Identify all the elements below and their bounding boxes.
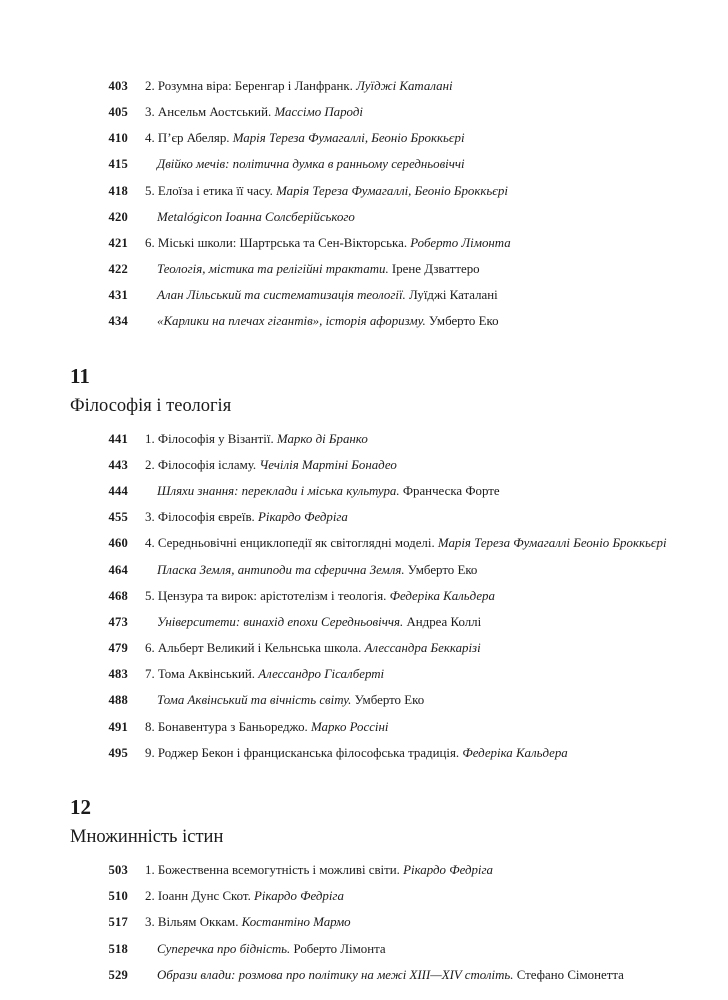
toc-entry-title bbox=[128, 130, 668, 147]
toc-entry-author: Марія Тереза Фумагаллі Беоніо Броккьєрі bbox=[437, 536, 667, 551]
toc-entry[interactable] bbox=[70, 562, 668, 579]
toc-entry-page-number: 468 bbox=[108, 588, 128, 603]
toc-entry-label: 1. Божественна всемогутність і можливі світи. bbox=[145, 863, 404, 878]
toc-entry-title bbox=[128, 640, 668, 657]
toc-entry-author: Теологія, містика та релігійні трактати. bbox=[157, 262, 392, 277]
toc-entry[interactable] bbox=[70, 313, 668, 330]
toc-entry[interactable] bbox=[70, 719, 668, 736]
toc-entry-author: Двійко мечів: політична думка в ранньому середньовіччі bbox=[157, 157, 465, 172]
toc-entry-page-number: 415 bbox=[108, 157, 128, 172]
toc-entry-page-number: 488 bbox=[108, 693, 128, 708]
toc-entry-label: Андреа Коллі bbox=[406, 614, 482, 629]
toc-entry[interactable] bbox=[70, 941, 668, 958]
toc-entry[interactable] bbox=[70, 457, 668, 474]
toc-entry-page-number: 473 bbox=[108, 614, 128, 629]
toc-entry-author: Суперечка про бідність. bbox=[157, 941, 294, 956]
toc-entry-title bbox=[128, 862, 668, 879]
toc-entry-author: Пласка Земля, антиподи та сферична Земля. bbox=[157, 562, 408, 577]
toc-entry-title bbox=[128, 588, 668, 605]
toc-entry-group bbox=[70, 78, 668, 331]
toc-entry-page-number: 529 bbox=[108, 967, 128, 982]
toc-entry-label: 2. Розумна віра: Беренгар і Ланфранк. bbox=[145, 79, 357, 93]
toc-entry-title bbox=[128, 313, 668, 330]
toc-entry-page-number: 460 bbox=[108, 536, 128, 551]
toc-entry-label: 3. Філософія євреїв. bbox=[145, 510, 259, 525]
toc-entry[interactable] bbox=[70, 104, 668, 121]
toc-entry-label: 5. Елоїза і етика її часу. bbox=[145, 183, 277, 198]
toc-entry[interactable] bbox=[70, 666, 668, 683]
toc-entry-page-number: 495 bbox=[108, 745, 128, 760]
toc-entry-page-number: 503 bbox=[108, 863, 128, 878]
toc-entry-title bbox=[128, 614, 668, 631]
toc-entry-author: Університети: винахід епохи Середньовіччя. bbox=[157, 614, 407, 629]
toc-entry[interactable] bbox=[70, 156, 668, 173]
toc-entry-author: Чечілія Мартіні Бонадео bbox=[259, 458, 397, 472]
toc-entry-title bbox=[128, 535, 668, 552]
toc-entry-title bbox=[128, 183, 668, 200]
toc-entry-label: 6. Альберт Великий і Кельнська школа. bbox=[145, 641, 365, 656]
toc-entry[interactable] bbox=[70, 588, 668, 605]
toc-entry-title bbox=[128, 562, 668, 579]
toc-section-title: Філософія і теологія bbox=[70, 395, 232, 416]
toc-entry-title bbox=[128, 431, 668, 448]
toc-entry-title bbox=[128, 719, 668, 736]
toc-section-number: 11 bbox=[70, 363, 90, 388]
toc-entry-label: Умберто Еко bbox=[354, 693, 425, 708]
toc-entry-page-number: 464 bbox=[108, 562, 128, 577]
toc-entry-label: 2. Іоанн Дунс Скот. bbox=[145, 889, 255, 904]
toc-entry-label: 4. Середньовічні енциклопедії як світоглядні моделі. bbox=[145, 536, 438, 551]
toc-entry-label: Роберто Лімонта bbox=[293, 941, 386, 956]
toc-entry-title bbox=[128, 235, 668, 252]
toc-entry-author: Алессандра Беккарізі bbox=[364, 641, 481, 656]
toc-entry[interactable] bbox=[70, 967, 668, 984]
toc-entry-title bbox=[128, 692, 668, 709]
toc-entry-author: Марко ді Бранко bbox=[276, 431, 368, 446]
toc-entry-label: 4. П’єр Абеляр. bbox=[145, 131, 233, 146]
toc-entry-label: Луїджі Каталані bbox=[408, 288, 498, 303]
toc-entry-label: Ірене Дзваттеро bbox=[391, 262, 480, 277]
toc-entry-page-number: 444 bbox=[108, 484, 128, 499]
toc-entry-label: Умберто Еко bbox=[407, 562, 478, 577]
toc-entry[interactable] bbox=[70, 640, 668, 657]
toc-entry-author: «Карлики на плечах гігантів», історія афоризму. bbox=[157, 314, 429, 329]
toc-section bbox=[70, 796, 668, 848]
toc-entry-page-number: 422 bbox=[108, 262, 128, 277]
toc-entry-author: Образи влади: розмова про політику на межі XIII—XIV століть. bbox=[157, 967, 517, 982]
toc-entry-label: 9. Роджер Бекон і францисканська філософська традиція. bbox=[145, 745, 463, 760]
toc-entry-title bbox=[128, 209, 668, 226]
toc-entry-author: Metalógicon Іоанна Солсберійського bbox=[157, 209, 355, 224]
toc-section bbox=[70, 365, 668, 417]
toc-entry[interactable] bbox=[70, 287, 668, 304]
toc-entry-author: Марія Тереза Фумагаллі, Беоніо Броккьєрі bbox=[276, 183, 508, 198]
toc-entry-title bbox=[128, 457, 668, 474]
toc-entry-author: Рікардо Федріга bbox=[258, 510, 348, 525]
toc-entry-page-number: 410 bbox=[108, 131, 128, 146]
toc-entry-author: Марія Тереза Фумагаллі, Беоніо Броккьєрі bbox=[232, 131, 465, 146]
toc-entry-page-number: 491 bbox=[108, 719, 128, 734]
toc-entry-label: Стефано Сімонетта bbox=[516, 967, 624, 982]
toc-entry-author: Массімо Пароді bbox=[274, 105, 363, 120]
toc-entry-author: Луїджі Каталані bbox=[356, 79, 453, 93]
toc-entry[interactable] bbox=[70, 745, 668, 762]
toc-entry-author: Алессандро Гісалберті bbox=[258, 667, 385, 682]
toc-entry-title bbox=[128, 666, 668, 683]
toc-entry-label: 8. Бонавентура з Баньореджо. bbox=[145, 719, 311, 734]
toc-entry-title bbox=[128, 156, 668, 173]
toc-section-number: 12 bbox=[70, 794, 91, 819]
toc-entry-title bbox=[128, 888, 668, 905]
toc-entry-label: 6. Міські школи: Шартрська та Сен-Вікторська. bbox=[145, 235, 411, 250]
toc-entry[interactable] bbox=[70, 261, 668, 278]
toc-entry-author: Шляхи знання: переклади і міська культура. bbox=[157, 484, 403, 499]
toc-entry[interactable] bbox=[70, 130, 668, 147]
toc-entry-page-number: 479 bbox=[108, 641, 128, 656]
toc-entry-author: Рікардо Федріга bbox=[254, 889, 344, 904]
toc-entry-title bbox=[128, 967, 668, 984]
table-of-contents bbox=[70, 78, 668, 984]
toc-entry-title bbox=[128, 914, 668, 931]
toc-entry-author: Рікардо Федріга bbox=[403, 863, 493, 878]
toc-entry-page-number: 483 bbox=[108, 667, 128, 682]
toc-entry-page-number: 420 bbox=[108, 209, 128, 224]
toc-entry-title bbox=[128, 941, 668, 958]
toc-entry-label: 5. Цензура та вирок: арістотелізм і теологія. bbox=[145, 588, 390, 603]
toc-entry[interactable] bbox=[70, 235, 668, 252]
toc-entry[interactable] bbox=[70, 209, 668, 226]
toc-entry-author: Алан Лільський та систематизація теології. bbox=[157, 288, 409, 303]
toc-entry-page-number: 434 bbox=[108, 314, 128, 329]
toc-entry[interactable] bbox=[70, 888, 668, 905]
toc-entry-page-number: 517 bbox=[108, 915, 128, 930]
toc-entry-page-number: 441 bbox=[108, 431, 128, 446]
toc-entry-label: 7. Тома Аквінський. bbox=[145, 667, 259, 682]
toc-entry[interactable] bbox=[70, 614, 668, 631]
toc-entry-page-number: 421 bbox=[108, 235, 128, 250]
toc-entry-label: Умберто Еко bbox=[428, 314, 499, 329]
toc-entry-page-number: 455 bbox=[108, 510, 128, 525]
toc-entry-author: Костантіно Мармо bbox=[241, 915, 351, 930]
toc-entry[interactable] bbox=[70, 78, 668, 95]
toc-entry-page-number: 510 bbox=[108, 889, 128, 904]
toc-entry[interactable] bbox=[70, 509, 668, 526]
toc-entry-group bbox=[70, 862, 668, 984]
toc-entry-page-number: 418 bbox=[108, 183, 128, 198]
toc-entry-group bbox=[70, 431, 668, 762]
toc-entry-label: 3. Вільям Оккам. bbox=[145, 915, 242, 930]
toc-entry-label: 3. Ансельм Аостський. bbox=[145, 105, 275, 120]
toc-entry[interactable] bbox=[70, 431, 668, 448]
toc-entry-page-number: 405 bbox=[108, 105, 128, 120]
toc-entry-title bbox=[128, 509, 668, 526]
toc-section-title: Множинність істин bbox=[70, 826, 224, 847]
toc-entry-author: Роберто Лімонта bbox=[410, 235, 511, 250]
toc-entry-page-number: 443 bbox=[108, 458, 128, 472]
toc-entry-author: Тома Аквінський та вічність світу. bbox=[157, 693, 355, 708]
toc-entry-label: 2. Філософія ісламу. bbox=[145, 458, 260, 472]
toc-entry[interactable] bbox=[70, 692, 668, 709]
toc-entry-title bbox=[128, 261, 668, 278]
toc-entry-title bbox=[128, 104, 668, 121]
toc-entry-title bbox=[128, 483, 668, 500]
toc-entry-title bbox=[128, 287, 668, 304]
toc-entry-page-number: 518 bbox=[108, 941, 128, 956]
toc-entry[interactable] bbox=[70, 914, 668, 931]
toc-entry-page-number: 403 bbox=[108, 79, 128, 93]
toc-entry-page-number: 431 bbox=[108, 288, 128, 303]
toc-entry[interactable] bbox=[70, 483, 668, 500]
toc-entry[interactable] bbox=[70, 535, 668, 552]
toc-entry-author: Федеріка Кальдера bbox=[462, 745, 568, 760]
toc-entry-author: Марко Россіні bbox=[310, 719, 389, 734]
toc-entry-author: Федеріка Кальдера bbox=[389, 588, 495, 603]
toc-entry-title bbox=[128, 745, 668, 762]
toc-entry-label: 1. Філософія у Візантії. bbox=[145, 431, 277, 446]
toc-entry-label: Франческа Форте bbox=[402, 484, 500, 499]
toc-entry[interactable] bbox=[70, 862, 668, 879]
toc-entry[interactable] bbox=[70, 183, 668, 200]
toc-entry-title bbox=[128, 78, 668, 95]
